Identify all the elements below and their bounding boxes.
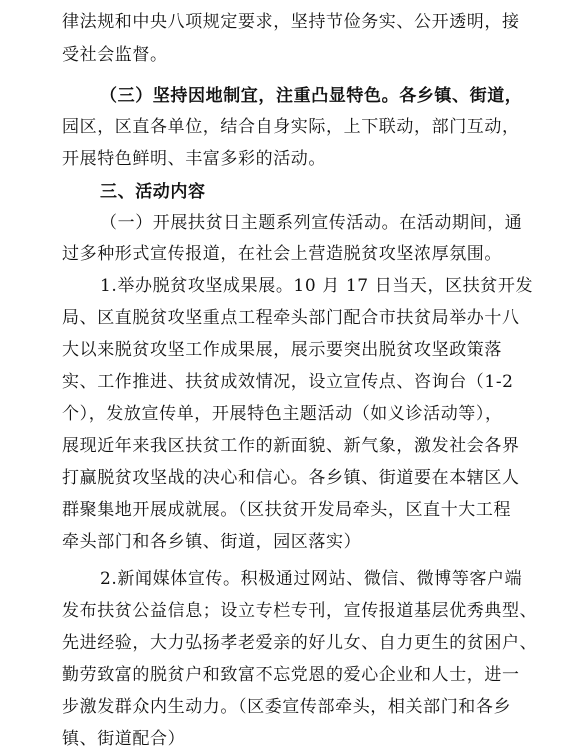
paragraph-line: 镇、街道配合） [62, 729, 186, 749]
paragraph-line: 开展特色鲜明、丰富多彩的活动。 [62, 149, 326, 169]
paragraph-line: 个），发放宣传单，开展特色主题活动（如义诊活动等）， [62, 404, 503, 424]
section-heading-3: （三）坚持因地制宜，注重凸显特色。各乡镇、街道， [100, 86, 523, 106]
item-heading-2: 2.新闻媒体宣传。积极通过网站、微信、微博等客户端 [100, 569, 523, 589]
paragraph-line: 实、工作推进、扶贫成效情况，设立宣传点、咨询台（1-2 [62, 372, 514, 392]
paragraph-line: 群聚集地开展成就展。（区扶贫开发局牵头，区直十大工程 [62, 500, 512, 520]
paragraph-line: 步激发群众内生动力。（区委宣传部牵头，相关部门和各乡 [62, 697, 512, 717]
subsection-heading-1: （一）开展扶贫日主题系列宣传活动。在活动期间，通 [100, 213, 523, 233]
paragraph-line: 勤劳致富的脱贫户和致富不忘党恩的爱心企业和人士，进一 [62, 665, 520, 685]
paragraph-line: 展现近年来我区扶贫工作的新面貌、新气象，激发社会各界 [62, 436, 520, 456]
paragraph-line: 大以来脱贫攻坚工作成果展，展示要突出脱贫攻坚政策落 [62, 340, 502, 360]
paragraph-line: 牵头部门和各乡镇、街道，园区落实） [62, 532, 362, 552]
paragraph-line: 先进经验，大力弘扬孝老爱亲的好儿女、自力更生的贫困户、 [62, 633, 538, 653]
item-heading-1: 1.举办脱贫攻坚成果展。10 月 17 日当天，区扶贫开发 [100, 276, 534, 296]
paragraph-line: 局、区直脱贫攻坚重点工程牵头部门配合市扶贫局举办十八 [62, 308, 520, 328]
paragraph-line: 律法规和中央八项规定要求，坚持节俭务实、公开透明，接 [62, 12, 520, 32]
paragraph-line: 园区，区直各单位，结合自身实际，上下联动，部门互动， [62, 117, 520, 137]
paragraph-line: 受社会监督。 [62, 45, 168, 65]
paragraph-line: 过多种形式宣传报道，在社会上营造脱贫攻坚浓厚氛围。 [62, 244, 502, 264]
main-heading-activity-content: 三、活动内容 [100, 182, 206, 202]
paragraph-line: 打赢脱贫攻坚战的决心和信心。各乡镇、街道要在本辖区人 [62, 468, 520, 488]
paragraph-line: 发布扶贫公益信息；设立专栏专刊，宣传报道基层优秀典型、 [62, 601, 538, 621]
